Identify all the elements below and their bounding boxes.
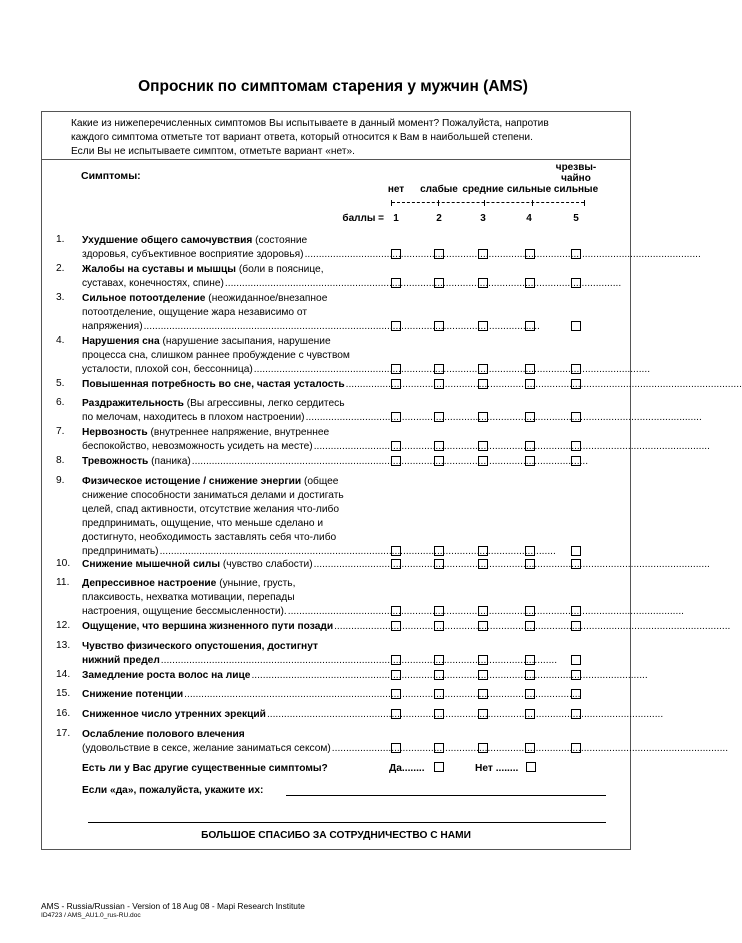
rating-checkbox[interactable] [391, 743, 401, 753]
item-number: 4. [56, 335, 65, 346]
if-yes-label: Если «да», пожалуйста, укажите их: [82, 785, 264, 796]
symptom-text [82, 378, 742, 392]
leader-dots: ............................................................................................................................................ [251, 670, 648, 681]
symptom-text [82, 426, 710, 454]
other-symptoms-input-line-2[interactable] [88, 822, 606, 823]
symptom-last-line: Замедление роста волос на лице ............................................................................................................................................ [82, 670, 648, 681]
rating-checkbox[interactable] [478, 412, 488, 422]
column-header [548, 162, 604, 195]
rating-checkbox[interactable] [525, 412, 535, 422]
rating-checkbox[interactable] [478, 559, 488, 569]
item-number: 13. [56, 640, 71, 651]
symptom-text-part: Раздражительность [82, 398, 184, 409]
symptom-text [82, 263, 622, 291]
item-number: 17. [56, 728, 71, 739]
symptom-line [82, 335, 386, 349]
footer-version: AMS - Russia/Russian - Version of 18 Aug 08 - Mapi Research Institute [41, 901, 305, 911]
symptom-line [82, 397, 386, 411]
rating-checkbox[interactable] [571, 689, 581, 699]
rating-checkbox[interactable] [391, 321, 401, 331]
symptom-line [82, 517, 386, 531]
score-value: 3 [480, 213, 486, 224]
rating-checkbox[interactable] [391, 559, 401, 569]
symptom-text-part: Сильное потоотделение [82, 293, 206, 304]
symptom-text-part: (нарушение засыпания, нарушение [159, 336, 331, 347]
rating-checkbox[interactable] [478, 621, 488, 631]
rating-checkbox[interactable] [525, 456, 535, 466]
rating-checkbox[interactable] [391, 689, 401, 699]
rating-checkbox[interactable] [571, 670, 581, 680]
rating-checkbox[interactable] [525, 249, 535, 259]
item-number: 11. [56, 577, 70, 588]
rating-checkbox[interactable] [525, 606, 535, 616]
rating-checkbox[interactable] [525, 441, 535, 451]
leader-dots: ............................................................................................................................................ [224, 278, 622, 289]
symptom-last-line: нижний предел ............................................................................................................................................ [82, 655, 558, 666]
symptom-last-line [82, 558, 710, 572]
rating-checkbox[interactable] [391, 606, 401, 616]
rating-checkbox[interactable] [434, 670, 444, 680]
column-header-line: сильные [506, 184, 552, 195]
other-symptoms-input-line[interactable] [286, 795, 606, 796]
rating-checkbox[interactable] [391, 379, 401, 389]
rating-checkbox[interactable] [478, 364, 488, 374]
item-number: 14. [56, 669, 71, 680]
rating-checkbox[interactable] [434, 278, 444, 288]
page-title: Опросник по симптомам старения у мужчин (AMS) [138, 78, 528, 95]
other-symptoms-question: Есть ли у Вас другие существенные симптомы? [82, 763, 328, 774]
symptom-last-line: беспокойство, невозможность усидеть на месте) ............................................................................................................................................ [82, 441, 710, 452]
leader-dots: ............................................................................................................................................ [334, 621, 731, 632]
rating-checkbox[interactable] [525, 321, 535, 331]
symptom-text [82, 397, 702, 425]
symptom-last-line: предпринимать) ............................................................................................................................................ [82, 546, 556, 557]
symptom-line [82, 475, 386, 489]
symptom-text-part: (боли в пояснице, [236, 264, 324, 275]
symptom-line [82, 531, 386, 545]
symptom-text [82, 234, 701, 262]
item-number: 6. [56, 397, 65, 408]
symptom-text [82, 577, 685, 619]
rating-checkbox[interactable] [571, 655, 581, 665]
symptom-text-part: снижение способности заниматься делами и достигать [82, 490, 344, 501]
symptom-text-part: Нарушения сна [82, 336, 160, 347]
rating-checkbox[interactable] [434, 655, 444, 665]
symptom-text-part: плаксивость, нехватка мотивации, перепады [82, 592, 295, 603]
rating-checkbox[interactable] [478, 743, 488, 753]
rating-checkbox[interactable] [478, 655, 488, 665]
symptom-text-part: процесса сна, слишком раннее пробуждение с чувством [82, 350, 350, 361]
item-number: 7. [56, 426, 65, 437]
rating-checkbox[interactable] [525, 743, 535, 753]
rating-checkbox[interactable] [525, 670, 535, 680]
no-checkbox[interactable] [526, 762, 536, 772]
symptom-text [82, 688, 581, 702]
symptom-text [82, 708, 664, 722]
instructions-line: Какие из нижеперечисленных симптомов Вы испытываете в данный момент? Пожалуйста, напротив [71, 118, 549, 129]
rating-checkbox[interactable] [525, 278, 535, 288]
rating-checkbox[interactable] [391, 655, 401, 665]
symptom-last-line: Сниженное число утренних эрекций ............................................................................................................................................ [82, 709, 664, 720]
rating-checkbox[interactable] [571, 559, 581, 569]
leader-dots: ............................................................................................................................................ [266, 709, 664, 720]
rating-checkbox[interactable] [478, 689, 488, 699]
symptom-text [82, 292, 540, 334]
item-number: 2. [56, 263, 65, 274]
symptom-text-part: Тревожность [82, 456, 149, 467]
rating-checkbox[interactable] [571, 456, 581, 466]
item-number: 15. [56, 688, 71, 699]
rating-checkbox[interactable] [391, 621, 401, 631]
rating-checkbox[interactable] [478, 670, 488, 680]
rating-checkbox[interactable] [391, 546, 401, 556]
yes-checkbox[interactable] [434, 762, 444, 772]
leader-dots: ............................................................................................................................................ [253, 364, 651, 375]
symptom-last-line: напряжения) ............................................................................................................................................ [82, 321, 540, 332]
score-label: баллы = [342, 213, 384, 224]
symptom-text [82, 475, 556, 559]
symptom-text [82, 335, 651, 377]
no-label: Нет ........ [475, 763, 519, 774]
rating-checkbox[interactable] [434, 559, 444, 569]
symptom-text-part: (паника) [148, 456, 191, 467]
symptom-line [82, 349, 386, 363]
item-number: 1. [56, 234, 65, 245]
symptom-last-line: Ощущение, что вершина жизненного пути позади ............................................................................................................................................ [82, 621, 731, 632]
rating-checkbox[interactable] [478, 456, 488, 466]
item-number: 9. [56, 475, 65, 486]
rating-checkbox[interactable] [434, 621, 444, 631]
symptom-text-part: (состояние [252, 235, 308, 246]
leader-dots: ............................................................................................................................................ [159, 546, 556, 557]
symptom-line [82, 728, 386, 742]
symptom-line [82, 263, 386, 277]
leader-dots: ............................................................................................................................................ [143, 321, 540, 332]
symptom-line [82, 306, 386, 320]
rating-checkbox[interactable] [525, 689, 535, 699]
symptom-line [82, 234, 386, 248]
rating-checkbox[interactable] [391, 364, 401, 374]
symptom-line [82, 591, 386, 605]
rating-checkbox[interactable] [478, 321, 488, 331]
symptom-last-line: суставах, конечностях, спине) ............................................................................................................................................ [82, 278, 622, 289]
rating-checkbox[interactable] [434, 412, 444, 422]
symptom-last-line [82, 455, 589, 469]
symptom-line [82, 426, 386, 440]
scale-ruler [391, 200, 585, 206]
symptom-text-part: Ослабление полового влечения [82, 729, 245, 740]
leader-dots: ............................................................................................................................................ [331, 743, 729, 754]
rating-checkbox[interactable] [434, 441, 444, 451]
symptom-line [82, 489, 386, 503]
rating-checkbox[interactable] [525, 655, 535, 665]
symptom-last-line: (удовольствие в сексе, желание заниматься сексом) ............................................................................................................................................ [82, 743, 729, 754]
leader-dots: ............................................................................................................................................ [191, 456, 589, 467]
symptom-last-line: настроения, ощущение бессмысленности). ............................................................................................................................................ [82, 606, 685, 617]
leader-dots: ............................................................................................................................................ [313, 441, 710, 452]
rating-checkbox[interactable] [391, 670, 401, 680]
rating-checkbox[interactable] [571, 621, 581, 631]
symptom-text-part: потоотделение, ощущение жара независимо от [82, 307, 308, 318]
footer-doc-id: ID4723 / AMS_AU1.0_rus-RU.doc [41, 912, 141, 919]
leader-dots: ............................................................................................................................................ [345, 379, 742, 390]
symptom-text-part: (внутреннее напряжение, внутреннее [147, 427, 330, 438]
rating-checkbox[interactable] [571, 709, 581, 719]
leader-dots: ............................................................................................................................................ [304, 249, 701, 260]
symptom-text-part: Ухудшение общего самочувствия [82, 235, 253, 246]
symptom-text-part: целей, спад активности, отсутствие желания что-либо [82, 504, 340, 515]
item-number: 3. [56, 292, 65, 303]
symptom-text-part: (чувство слабости) [220, 559, 313, 570]
rating-checkbox[interactable] [525, 709, 535, 719]
rating-checkbox[interactable] [434, 689, 444, 699]
column-header-line: слабые [420, 184, 458, 195]
score-value: 5 [573, 213, 579, 224]
rating-checkbox[interactable] [391, 249, 401, 259]
symptom-last-line: здоровья, субъективное восприятие здоровья) ............................................................................................................................................ [82, 249, 701, 260]
column-header-line: чайно [561, 173, 591, 184]
rating-checkbox[interactable] [434, 249, 444, 259]
symptom-line [82, 640, 386, 654]
rating-checkbox[interactable] [434, 709, 444, 719]
column-header-line: нет [387, 184, 405, 195]
rating-checkbox[interactable] [478, 379, 488, 389]
rating-checkbox[interactable] [434, 743, 444, 753]
rating-checkbox[interactable] [391, 456, 401, 466]
rating-checkbox[interactable] [391, 412, 401, 422]
instructions [71, 117, 611, 159]
symptom-last-line: Снижение потенции ............................................................................................................................................ [82, 689, 581, 700]
symptom-text-part: Снижение мышечной силы [82, 559, 221, 570]
thanks-message: БОЛЬШОЕ СПАСИБО ЗА СОТРУДНИЧЕСТВО С НАМИ [201, 830, 471, 841]
symptom-text [82, 669, 648, 683]
score-value: 1 [393, 213, 399, 224]
rating-checkbox[interactable] [478, 249, 488, 259]
rating-checkbox[interactable] [571, 441, 581, 451]
rating-checkbox[interactable] [478, 606, 488, 616]
symptoms-heading: Симптомы: [81, 170, 141, 182]
yes-label: Да........ [389, 763, 425, 774]
rating-checkbox[interactable] [571, 412, 581, 422]
rating-checkbox[interactable] [571, 364, 581, 374]
symptom-line [82, 292, 386, 306]
item-number: 16. [56, 708, 71, 719]
rating-checkbox[interactable] [571, 743, 581, 753]
instructions-line: каждого симптома отметьте тот вариант ответа, который относится к Вам в наибольшей степени. [71, 132, 533, 143]
symptom-text-part: Жалобы на суставы и мышцы [82, 264, 237, 275]
leader-dots: ............................................................................................................................................ [184, 689, 581, 700]
score-value: 2 [436, 213, 442, 224]
rating-checkbox[interactable] [391, 441, 401, 451]
rating-checkbox[interactable] [434, 546, 444, 556]
item-number: 12. [56, 620, 71, 631]
rating-checkbox[interactable] [525, 621, 535, 631]
symptom-text-part: Физическое истощение / снижение энергии [82, 476, 302, 487]
rating-checkbox[interactable] [478, 546, 488, 556]
rating-checkbox[interactable] [391, 709, 401, 719]
rating-checkbox[interactable] [571, 546, 581, 556]
column-header-line: сильные [553, 184, 599, 195]
item-number: 5. [56, 378, 65, 389]
symptom-text [82, 620, 731, 634]
symptom-text-part: достигнуто, необходимость заставлять себя что-либо [82, 532, 337, 543]
item-number: 10. [56, 558, 71, 569]
column-header-line: средние [462, 184, 504, 195]
rating-checkbox[interactable] [478, 441, 488, 451]
rating-checkbox[interactable] [525, 379, 535, 389]
symptom-text-part: (общее [301, 476, 339, 487]
leader-dots: ............................................................................................................................................ [305, 412, 702, 423]
rating-checkbox[interactable] [571, 379, 581, 389]
rating-checkbox[interactable] [571, 606, 581, 616]
rating-checkbox[interactable] [434, 321, 444, 331]
item-number: 8. [56, 455, 65, 466]
rating-checkbox[interactable] [571, 278, 581, 288]
symptom-text-part: предпринимать, ощущение, что меньше сделано и [82, 518, 324, 529]
rating-checkbox[interactable] [525, 364, 535, 374]
rating-checkbox[interactable] [391, 278, 401, 288]
rating-checkbox[interactable] [434, 379, 444, 389]
symptom-text-part: Депрессивное настроение [82, 578, 217, 589]
rating-checkbox[interactable] [525, 546, 535, 556]
rating-checkbox[interactable] [434, 606, 444, 616]
column-header-line: чрезвы- [555, 162, 597, 173]
symptom-text [82, 640, 558, 668]
symptom-text-part: (Вы агрессивны, легко сердитесь [183, 398, 345, 409]
divider [41, 159, 631, 160]
instructions-line: Если Вы не испытываете симптом, отметьте вариант «нет». [71, 146, 355, 157]
symptom-text-part: (уныние, грусть, [216, 578, 296, 589]
symptom-text [82, 455, 589, 469]
symptom-text-part: (неожиданное/внезапное [205, 293, 328, 304]
score-value: 4 [526, 213, 532, 224]
rating-checkbox[interactable] [434, 364, 444, 374]
rating-checkbox[interactable] [525, 559, 535, 569]
rating-checkbox[interactable] [571, 249, 581, 259]
symptom-line [82, 577, 386, 591]
symptom-text [82, 728, 729, 756]
symptom-last-line: усталости, плохой сон, бессонница) ............................................................................................................................................ [82, 364, 651, 375]
symptom-last-line: по мелочам, находитесь в плохом настроении) ............................................................................................................................................ [82, 412, 702, 423]
rating-checkbox[interactable] [571, 321, 581, 331]
leader-dots: ............................................................................................................................................ [160, 655, 558, 666]
rating-checkbox[interactable] [478, 278, 488, 288]
leader-dots: ............................................................................................................................................ [313, 559, 710, 570]
rating-checkbox[interactable] [478, 709, 488, 719]
symptom-text [82, 558, 710, 572]
symptom-last-line: Повышенная потребность во сне, частая усталость ............................................................................................................................................ [82, 379, 742, 390]
rating-checkbox[interactable] [434, 456, 444, 466]
symptom-text-part: Чувство физического опустошения, достигнут [82, 641, 318, 652]
leader-dots: ............................................................................................................................................ [287, 606, 685, 617]
symptom-text-part: Нервозность [82, 427, 148, 438]
symptom-line [82, 503, 386, 517]
